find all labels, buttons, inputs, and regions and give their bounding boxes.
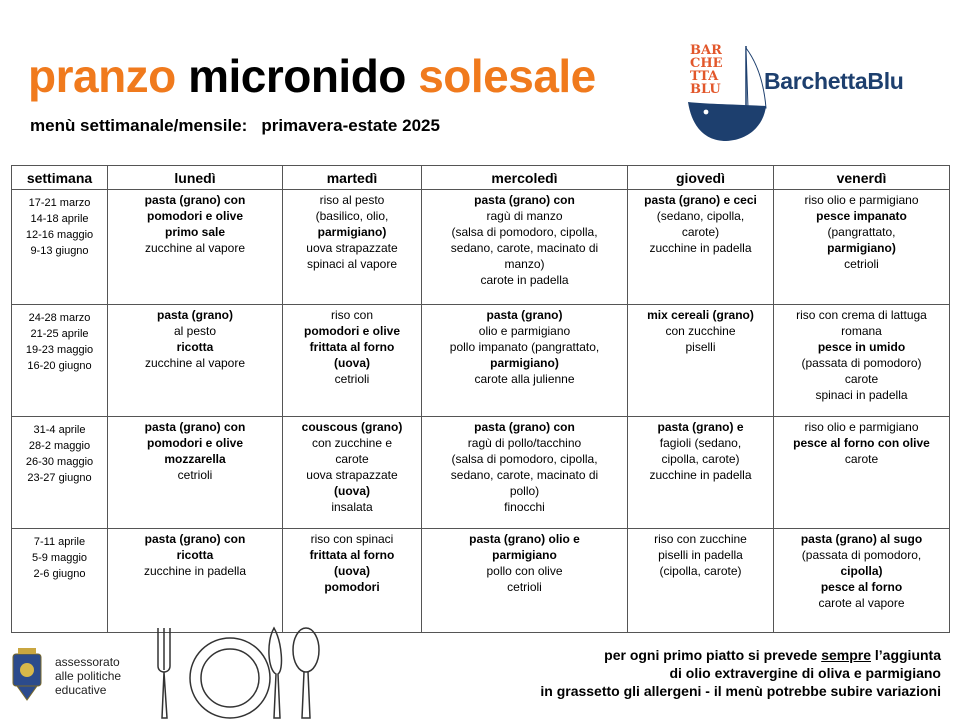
header-monday: lunedì bbox=[108, 166, 283, 190]
monday-cell: pasta (grano) al pesto ricotta zucchine al vapore bbox=[108, 305, 283, 417]
friday-cell: riso olio e parmigiano pesce impanato (pangrattato, parmigiano) cetrioli bbox=[774, 190, 950, 305]
friday-cell: pasta (grano) al sugo (passata di pomodoro, cipolla) pesce al forno carote al vapore bbox=[774, 529, 950, 633]
subtitle-season: primavera-estate 2025 bbox=[261, 116, 440, 135]
friday-cell: riso con crema di lattuga romana pesce in umido (passata di pomodoro) carote spinaci in padella bbox=[774, 305, 950, 417]
subtitle-label: menù settimanale/mensile: bbox=[30, 116, 248, 135]
wednesday-cell: pasta (grano) olio e parmigiano pollo impanato (pangrattato, parmigiano) carote alla julienne bbox=[422, 305, 628, 417]
week-cell: 17-21 marzo 14-18 aprile 12-16 maggio 9-13 giugno bbox=[12, 190, 108, 305]
thursday-cell: pasta (grano) e fagioli (sedano, cipolla, carote) zucchine in padella bbox=[628, 417, 774, 529]
header-friday: venerdì bbox=[774, 166, 950, 190]
header-wednesday: mercoledì bbox=[422, 166, 628, 190]
cutlery-icon bbox=[150, 622, 330, 720]
notes-line-1: per ogni primo piatto si prevede sempre l’aggiunta bbox=[604, 647, 941, 663]
table-row bbox=[12, 529, 950, 633]
table-row bbox=[12, 417, 950, 529]
table-row bbox=[12, 305, 950, 417]
wednesday-cell: pasta (grano) olio e parmigiano pollo con olive cetrioli bbox=[422, 529, 628, 633]
header-week: settimana bbox=[12, 166, 108, 190]
menu-subtitle bbox=[30, 116, 440, 136]
week-cell: 7-11 aprile 5-9 maggio 2-6 giugno bbox=[12, 529, 108, 633]
tuesday-cell: riso con spinaci frittata al forno (uova) pomodori bbox=[283, 529, 422, 633]
thursday-cell: riso con zucchine piselli in padella (cipolla, carote) bbox=[628, 529, 774, 633]
notes-line-3: in grassetto gli allergeni - il menù potrebbe subire variazioni bbox=[540, 683, 941, 699]
barchettablu-logo bbox=[686, 44, 946, 144]
tuesday-cell: riso con pomodori e olive frittata al forno (uova) cetrioli bbox=[283, 305, 422, 417]
thursday-cell: mix cereali (grano) con zucchine piselli bbox=[628, 305, 774, 417]
monday-cell: pasta (grano) con pomodori e olive primo sale zucchine al vapore bbox=[108, 190, 283, 305]
title-word-micronido: micronido bbox=[188, 50, 406, 102]
friday-cell: riso olio e parmigiano pesce al forno con olive carote bbox=[774, 417, 950, 529]
wednesday-cell: pasta (grano) con ragù di manzo (salsa di pomodoro, cipolla, sedano, carote, macinato di manzo) carote in padella bbox=[422, 190, 628, 305]
week-cell: 24-28 marzo 21-25 aprile 19-23 maggio 16-20 giugno bbox=[12, 305, 108, 417]
page-title bbox=[28, 48, 596, 104]
venezia-emblem-icon bbox=[10, 640, 44, 706]
title-word-solesale: solesale bbox=[418, 50, 596, 102]
boat-lettering: BAR CHE TTA BLU bbox=[690, 43, 723, 97]
monday-cell: pasta (grano) con ricotta zucchine in padella bbox=[108, 529, 283, 633]
tuesday-cell: couscous (grano) con zucchine e carote uova strapazzate (uova) insalata bbox=[283, 417, 422, 529]
wednesday-cell: pasta (grano) con ragù di pollo/tacchino (salsa di pomodoro, cipolla, sedano, carote, macinato di pollo) finocchi bbox=[422, 417, 628, 529]
brand-name: BarchettaBlu bbox=[764, 68, 904, 94]
office-label: assessorato alle politiche educative bbox=[55, 655, 122, 697]
notes-line-2: di olio extravergine di oliva e parmigiano bbox=[669, 665, 941, 681]
table-row bbox=[12, 190, 950, 305]
thursday-cell: pasta (grano) e ceci (sedano, cipolla, carote) zucchine in padella bbox=[628, 190, 774, 305]
table-header-row bbox=[12, 166, 950, 190]
menu-notes bbox=[540, 646, 941, 700]
title-word-pranzo: pranzo bbox=[28, 50, 176, 102]
header-tuesday: martedì bbox=[283, 166, 422, 190]
menu-table bbox=[11, 165, 950, 633]
header-thursday: giovedì bbox=[628, 166, 774, 190]
week-cell: 31-4 aprile 28-2 maggio 26-30 maggio 23-27 giugno bbox=[12, 417, 108, 529]
tuesday-cell: riso al pesto (basilico, olio, parmigiano) uova strapazzate spinaci al vapore bbox=[283, 190, 422, 305]
monday-cell: pasta (grano) con pomodori e olive mozzarella cetrioli bbox=[108, 417, 283, 529]
